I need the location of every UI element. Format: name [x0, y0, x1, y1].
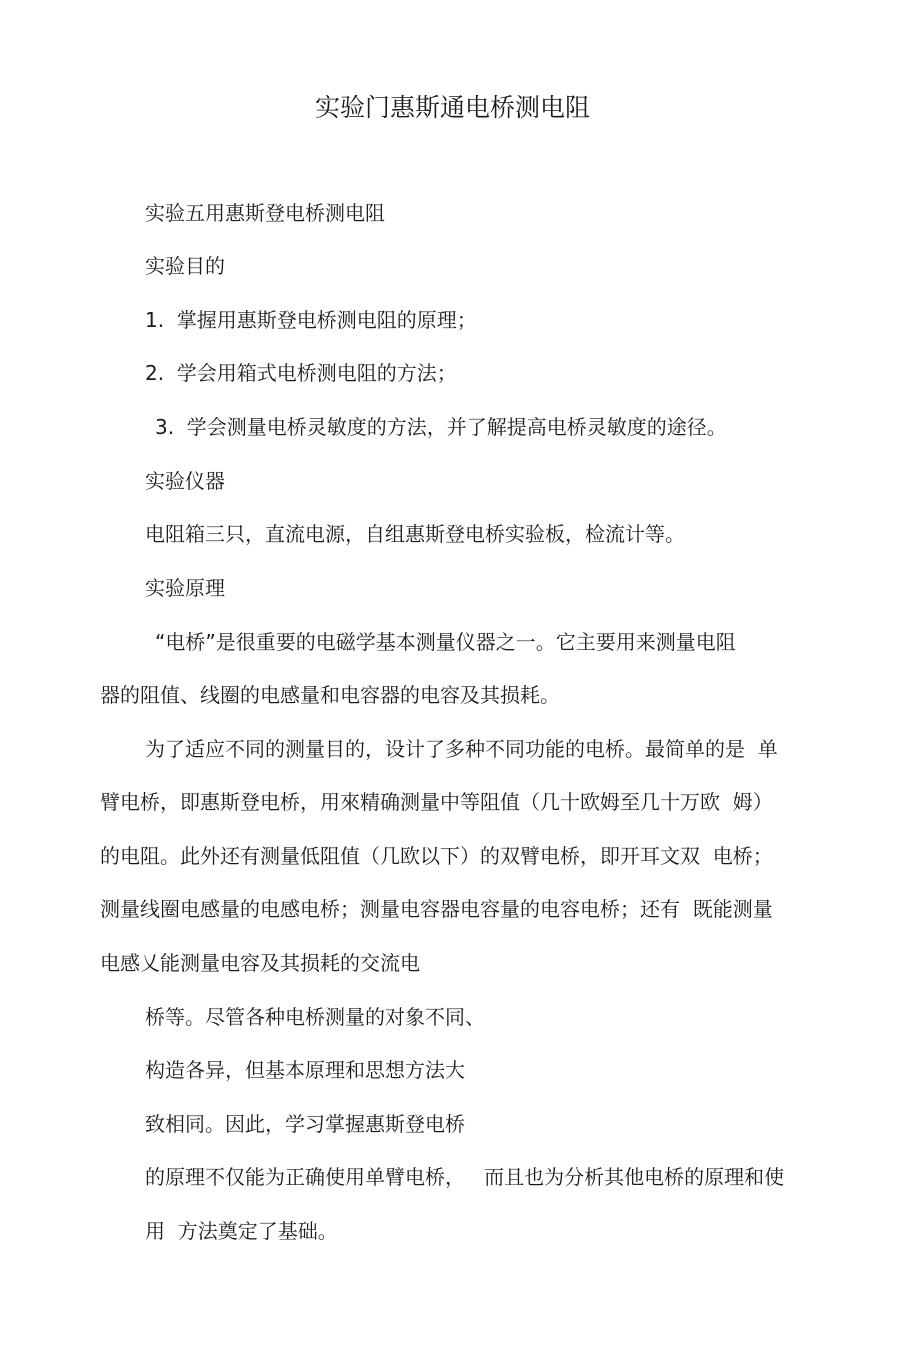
- paragraph-line: “电桥”是很重要的电磁学基本测量仪器之一。它主要用来测量电阻: [155, 630, 736, 654]
- paragraph-line: 电感乂能测量电容及其损耗的交流电: [100, 951, 420, 975]
- paragraph-line: 的电阻。此外还有测量低阻值（几欧以下）的双臂电桥，即开耳文双 电桥；: [100, 844, 773, 868]
- paragraph-line: 为了适应不同的测量目的，设计了多种不同功能的电桥。最简单的是 单: [145, 737, 778, 761]
- paragraph-line: 的原理不仅能为正确使用单臂电桥， 而且也为分析其他电桥的原理和使: [145, 1165, 785, 1189]
- purpose-item: 1. 掌握用惠斯登电桥测电阻的原理；: [145, 308, 477, 332]
- paragraph-line: 用 方法奠定了基础。: [145, 1219, 338, 1243]
- purpose-item: 2. 学会用箱式电桥测电阻的方法；: [145, 361, 457, 385]
- equipment-heading: 实验仪器: [145, 469, 225, 493]
- page-title: 实验门惠斯通电桥测电阻: [315, 93, 591, 122]
- paragraph-line: 臂电桥，即惠斯登电桥，用來精确测量中等阻值（几十欧姆至几十万欧 姆）: [100, 790, 773, 814]
- paragraph-line: 构造各异，但基本原理和思想方法大: [145, 1058, 465, 1082]
- experiment-subtitle: 实验五用惠斯登电桥测电阻: [145, 201, 385, 225]
- paragraph-line: 器的阻值、线圈的电感量和电容器的电容及其损耗。: [100, 683, 560, 707]
- equipment-text: 电阻箱三只，直流电源，自组惠斯登电桥实验板，检流计等。: [145, 522, 685, 546]
- paragraph-line: 桥等。尽管各种电桥测量的对象不同、: [145, 1005, 485, 1029]
- principle-heading: 实验原理: [145, 576, 225, 600]
- purpose-heading: 实验目的: [145, 254, 225, 278]
- purpose-item: 3. 学会测量电桥灵敏度的方法，并了解提高电桥灵敏度的途径。: [155, 415, 727, 439]
- paragraph-line: 致相同。因此，学习掌握惠斯登电桥: [145, 1112, 465, 1136]
- paragraph-line: 测量线圈电感量的电感电桥；测量电容器电容量的电容电桥；还有 既能测量: [100, 897, 773, 921]
